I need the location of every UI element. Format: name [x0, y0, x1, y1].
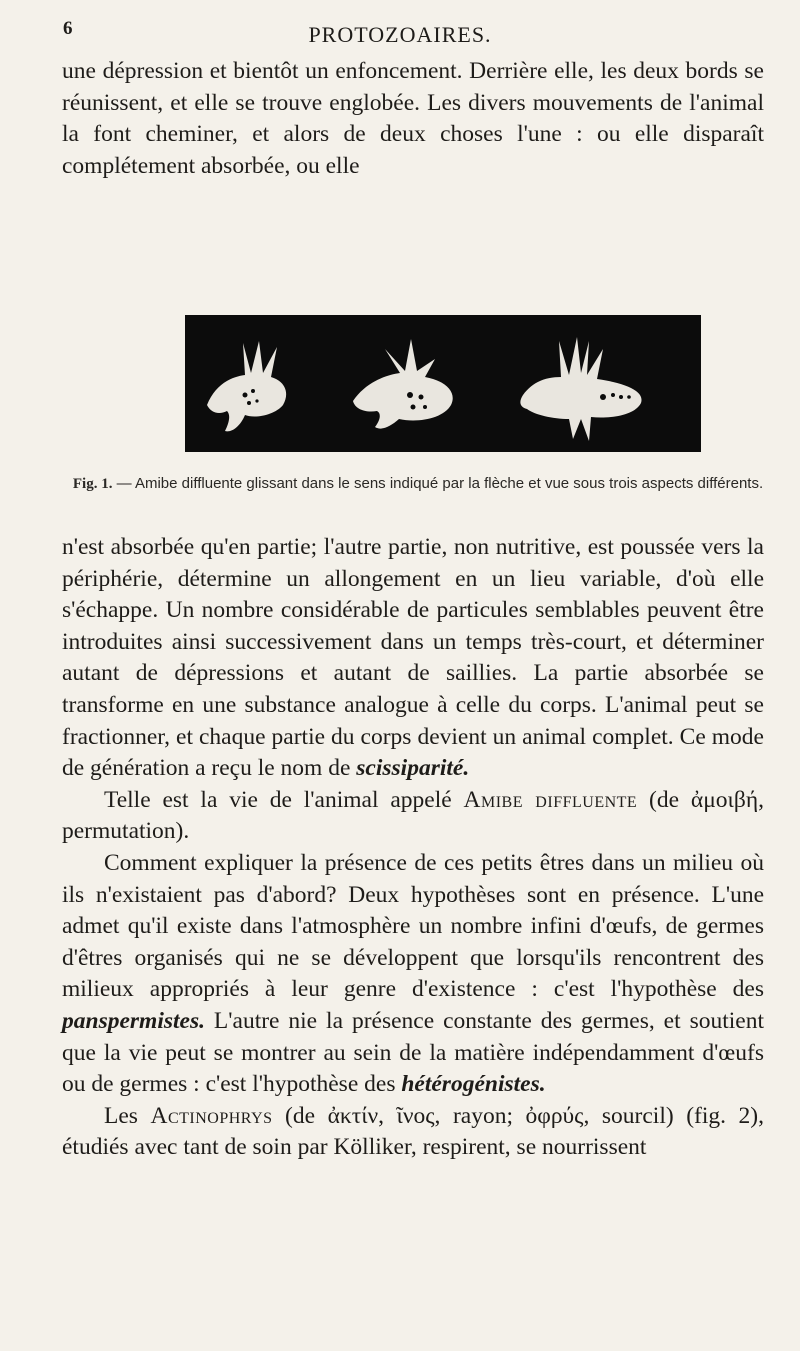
term-scissiparite: scissiparité. — [356, 755, 470, 782]
figure-label: Fig. 1. — [72, 476, 113, 492]
figure-caption-text: — Amibe diffluente glissant dans le sens indiqué par la flèche et vue sous trois aspects différents. — [112, 475, 764, 492]
term-amibe-diffluente: Amibe diffluente — [463, 786, 638, 813]
paragraph-2 — [62, 785, 764, 848]
figure-amoeba-illustration — [185, 315, 701, 452]
paragraph-4-text-b: (de ἀκτίν, ῖνος, rayon; ὀφρύς, sourcil) (fig. 2), étudiés avec tant de soin par Kölliker, respirent, se nourrissent — [62, 1102, 764, 1161]
paragraph-1-text: n'est absorbée qu'en partie; l'autre partie, non nutritive, est poussée vers la périphérie, détermine un allongement en un lieu variable, d'où elle s'échappe. Un nombre considérable de particules semblables peuvent être introduites ainsi successivement dans un temps très-court, et déterminer autant de dépressions et autant de saillies. La partie absorbée se transforme en une substance analogue à celle du corps. L'animal peut se fractionner, et chaque partie du corps devient un animal complet. Ce mode de génération a reçu le nom de — [62, 534, 764, 782]
running-head: PROTOZOAIRES. — [308, 22, 492, 47]
paragraph-3 — [62, 848, 764, 1101]
amoeba-engraving — [185, 315, 701, 452]
term-heterogenistes: hétérogénistes. — [401, 1071, 546, 1098]
body-text — [62, 532, 764, 1164]
paragraph-4 — [62, 1101, 764, 1164]
page-number: 6 — [63, 18, 73, 39]
paragraph-top: une dépression et bientôt un enfoncement. Derrière elle, les deux bords se réunissent, et elle se trouve englobée. Les divers mouvements de l'animal la font cheminer, et alors de deux choses l'une : ou elle disparaît complétement absorbée, ou elle — [62, 58, 764, 179]
term-actinophrys: Actinophrys — [150, 1102, 273, 1129]
term-panspermistes: panspermistes. — [62, 1007, 205, 1034]
paragraph-3-text-b: L'autre nie la présence constante des germes, et soutient que la vie peut se montrer au sein de la matière indépendamment d'œufs ou de germes : c'est l'hypothèse des — [62, 1007, 764, 1098]
figure-caption — [62, 474, 774, 494]
paragraph-2-text-a: Telle est la vie de l'animal appelé — [104, 786, 464, 813]
paragraph-1 — [62, 532, 764, 785]
paragraph-3-text-a: Comment expliquer la présence de ces petits êtres dans un milieu où ils n'existaient pas d'abord? Deux hypothèses sont en présence. L'une admet qu'il existe dans l'atmosphère un nombre infini d'œufs, de germes d'êtres organisés qui ne se développent que lorsqu'ils rencontrent des milieux appropriés à leur genre d'existence : c'est l'hypothèse des — [62, 849, 764, 1003]
paragraph-2-text-b: (de ἀμοιβή, permutation). — [62, 786, 764, 845]
paragraph-4-text-a: Les — [104, 1102, 151, 1129]
